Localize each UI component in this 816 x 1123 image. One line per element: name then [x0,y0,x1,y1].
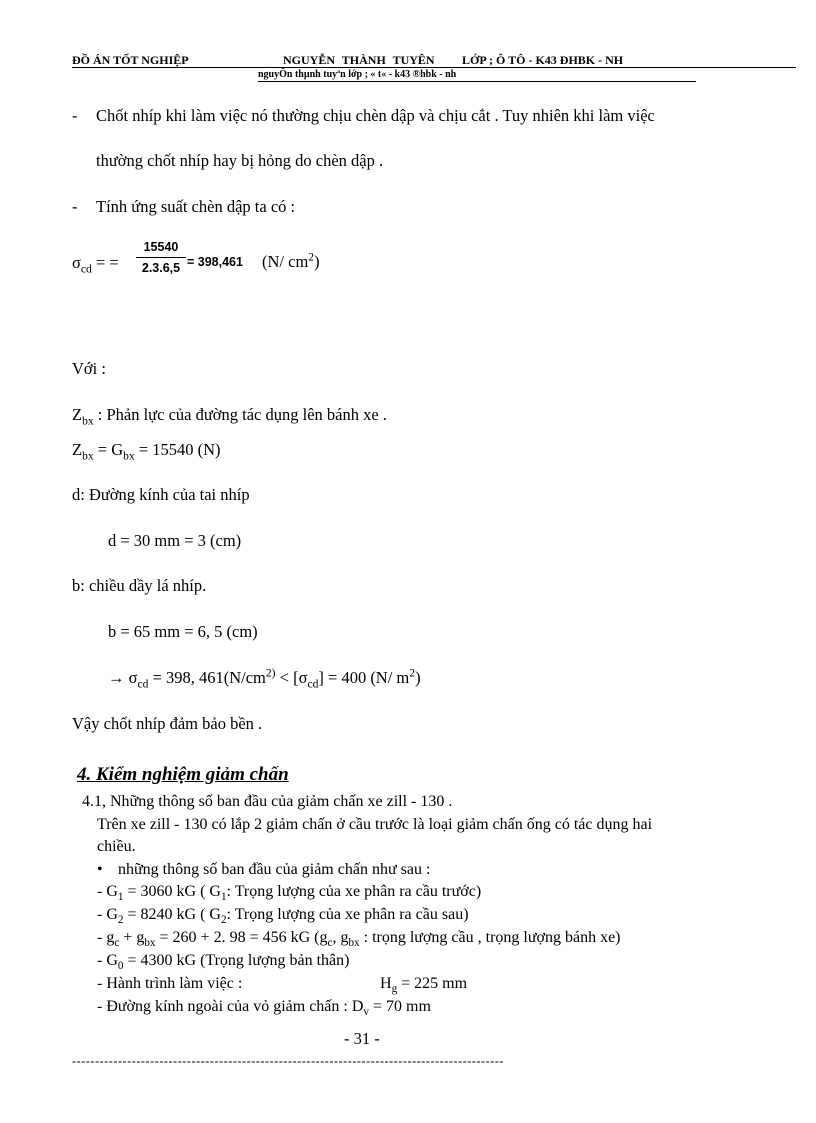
section-heading: 4. Kiểm nghiệm giảm chấn [77,764,289,785]
header-rule [72,67,796,68]
formula-result: = 398,461 [187,255,243,269]
fraction-numerator: 15540 [143,240,179,254]
param-g1: - $G_1 = 3060$ kG ( $G_1$: Trọng lượng của xe phân ra cầu trước) [97,883,482,904]
intro-line-2: chiều. [97,838,136,855]
def-zbx: $Z_{bx}$ : Phản lực của đường tác dụng lên bánh xe . [72,405,387,428]
dash-bullet: - [72,197,78,216]
def-d: d: Đường kính của tai nhíp [72,485,250,504]
header-subline: nguyÔn thµnh tuyªn lớp ; « t« - k43 ®hbk - nh [258,69,457,80]
subsection-heading: 4.1, Những thông số ban đầu của giảm chấn xe zill - 130 . [82,793,453,810]
formula-unit: (N/ $cm^2$) [262,251,320,271]
intro-line-1: Trên xe zill - 130 có lắp 2 giảm chấn ở cầu trước là loại giảm chấn ống có tác dụng hai [97,816,653,833]
dash-bullet: - [72,106,78,125]
paragraph-1-cont: thường chốt nhíp hay bị hỏng do chèn dập . [96,151,384,170]
param-g2: - $G_2 = 8240$ kG ( $G_2$: Trọng lượng của xe phân ra cầu sau) [97,906,469,927]
paragraph-2: Tính ứng suất chèn dập ta có : [96,197,296,216]
value-b: b = 65 mm = 6, 5 (cm) [108,622,258,641]
header-class: LỚP ; Ô TÔ - K43 ĐHBK - NH [462,53,624,67]
bullet-line: những thông số ban đầu của giảm chấn như sau : [118,861,431,878]
formula-fraction [136,240,186,275]
fraction-bar [136,257,186,258]
param-outer-diameter: - Đường kính ngoài của vỏ giảm chấn : $D_v = 70$ mm [97,998,431,1019]
fraction-denominator: 2.3.6,5 [141,261,181,275]
value-d: d = 30 mm = 3 (cm) [108,531,242,550]
def-b: b: chiều dầy lá nhíp. [72,576,207,595]
stress-check: → $\sigma_{cd} = 398$, $461(N/cm^{2)} < [\sigma_{cd}] = 400$ (N/ $m^2$) [108,667,421,691]
with-label: Với : [72,359,106,378]
formula-lhs: $\sigma_{cd}$ = = [72,253,119,276]
footer-dashes: ---------------------------------------------------------------------------------------------- [72,1054,505,1068]
param-stroke-value: $H_g = 225$ mm [380,975,468,996]
conclusion: Vậy chốt nhíp đảm bảo bền . [72,714,263,733]
header-author: NGUYỄN THÀNH TUYÊN [283,53,435,67]
page-number: - 31 - [344,1029,380,1048]
paragraph-1: Chốt nhíp khi làm việc nó thường chịu chèn dập và chịu cắt . Tuy nhiên khi làm việc [96,106,655,125]
bullet-dot: • [97,861,103,878]
param-stroke: - Hành trình làm việc : [97,975,243,992]
param-gc-gbx: - $g_c + g_{bx} = 260 + 2$. 98 = 456 kG ($g_c$, $g_{bx}$ : trọng lượng cầu , trọng lượng bánh xe) [97,929,621,950]
eq-zbx: $Z_{bx} = G_{bx} = 15540$ (N) [72,440,221,463]
header-title-left: ĐỒ ÁN TỐT NGHIỆP [72,53,189,67]
param-g0: - $G_0 = 4300$ kG (Trọng lượng bản thân) [97,952,350,973]
header-subline-rule [258,81,696,82]
